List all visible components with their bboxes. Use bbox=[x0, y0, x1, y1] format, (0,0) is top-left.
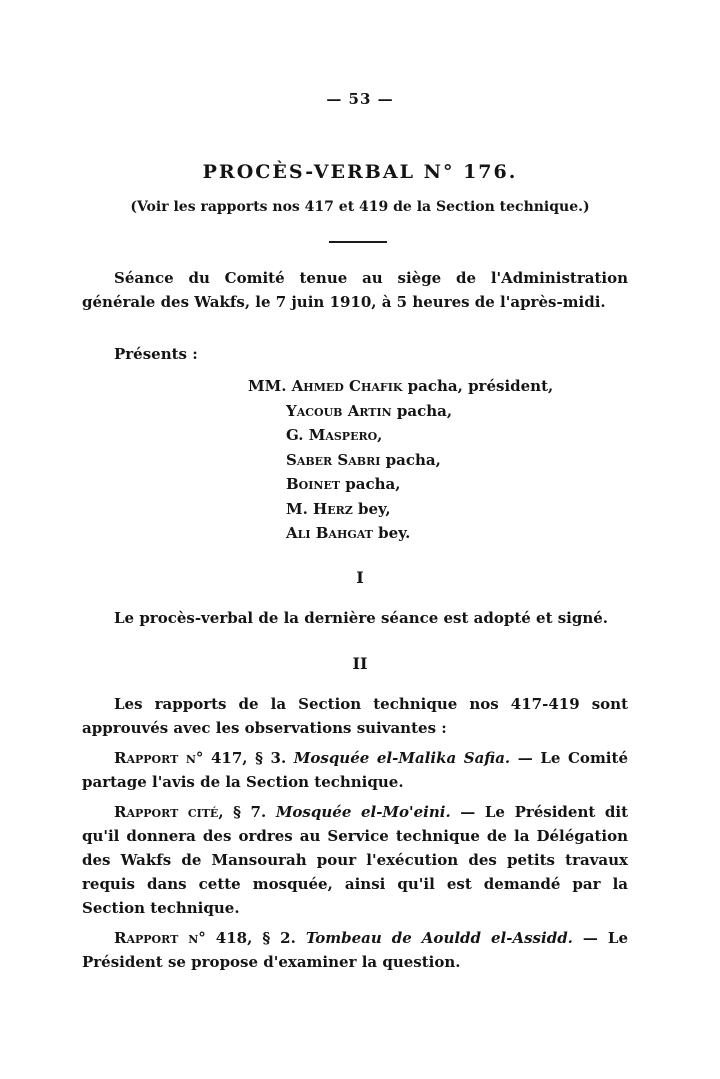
member-name: Boinet bbox=[286, 475, 341, 493]
member-row bbox=[248, 497, 553, 522]
section-number-2: II bbox=[352, 654, 368, 673]
member-title: pacha, bbox=[345, 475, 401, 493]
member-title: bey. bbox=[378, 524, 411, 542]
report-text: — Le Comité partage l'avis de la Section technique. bbox=[82, 749, 628, 791]
report-item bbox=[82, 746, 628, 794]
report-place: Mosquée el-Mo'eini. bbox=[275, 803, 451, 821]
section2-block bbox=[82, 692, 628, 974]
member-row bbox=[248, 374, 553, 399]
member-name: Yacoub Artin bbox=[286, 401, 392, 420]
report-text: — Le Président se propose d'examiner la question. bbox=[82, 929, 628, 971]
report-item bbox=[82, 926, 628, 974]
members-prefix: MM. bbox=[248, 377, 287, 395]
member-title: bey, bbox=[358, 499, 391, 518]
section-number-1: I bbox=[356, 568, 364, 587]
member-title: pacha, président, bbox=[407, 377, 554, 395]
report-ref: Rapport n° 417, § 3. bbox=[114, 749, 287, 767]
intro-block bbox=[82, 266, 628, 314]
page-number: — 53 — bbox=[326, 90, 394, 108]
member-name: M. Herz bbox=[286, 499, 353, 518]
report-ref: Rapport cité, § 7. bbox=[114, 803, 267, 821]
section1-text: Le procès-verbal de la dernière séance est adopté et signé. bbox=[114, 609, 609, 627]
member-row bbox=[248, 472, 553, 497]
section2-intro: Les rapports de la Section technique nos 417-419 sont approuvés avec les observations suivantes : bbox=[82, 695, 628, 737]
member-name: Saber Sabri bbox=[286, 450, 381, 469]
intro-paragraph: Séance du Comité tenue au siège de l'Administration générale des Wakfs, le 7 juin 1910, à 5 heures de l'après-midi. bbox=[82, 269, 628, 311]
report-item bbox=[82, 800, 628, 920]
section1-block bbox=[82, 606, 628, 630]
member-row bbox=[248, 399, 553, 424]
member-row bbox=[248, 521, 553, 546]
member-row bbox=[248, 423, 553, 448]
presents-label: Présents : bbox=[114, 345, 198, 363]
report-text: — Le Président dit qu'il donnera des ordres au Service technique de la Délégation des Wakfs de Mansourah pour l'exécution des petits travaux requis dans cette mosquée, ainsi qu'il est demandé par la Section technique. bbox=[82, 803, 629, 917]
report-place: Tombeau de Aouldd el-Assidd. bbox=[305, 929, 573, 947]
report-ref: Rapport n° 418, § 2. bbox=[114, 929, 296, 947]
member-title: pacha, bbox=[385, 450, 441, 469]
report-place: Mosquée el-Malika Safia. bbox=[293, 749, 511, 767]
member-name: G. Maspero, bbox=[286, 426, 383, 444]
member-row bbox=[248, 448, 553, 473]
member-name: Ali Bahgat bbox=[286, 524, 373, 542]
subtitle: (Voir les rapports nos 417 et 419 de la Section technique.) bbox=[130, 199, 590, 215]
member-name: Ahmed Chafik bbox=[291, 377, 403, 395]
presents-block bbox=[82, 342, 628, 366]
members-list bbox=[248, 374, 553, 546]
member-title: pacha, bbox=[396, 401, 453, 420]
page-title: PROCÈS-VERBAL N° 176. bbox=[202, 161, 518, 183]
title-divider bbox=[329, 241, 387, 243]
